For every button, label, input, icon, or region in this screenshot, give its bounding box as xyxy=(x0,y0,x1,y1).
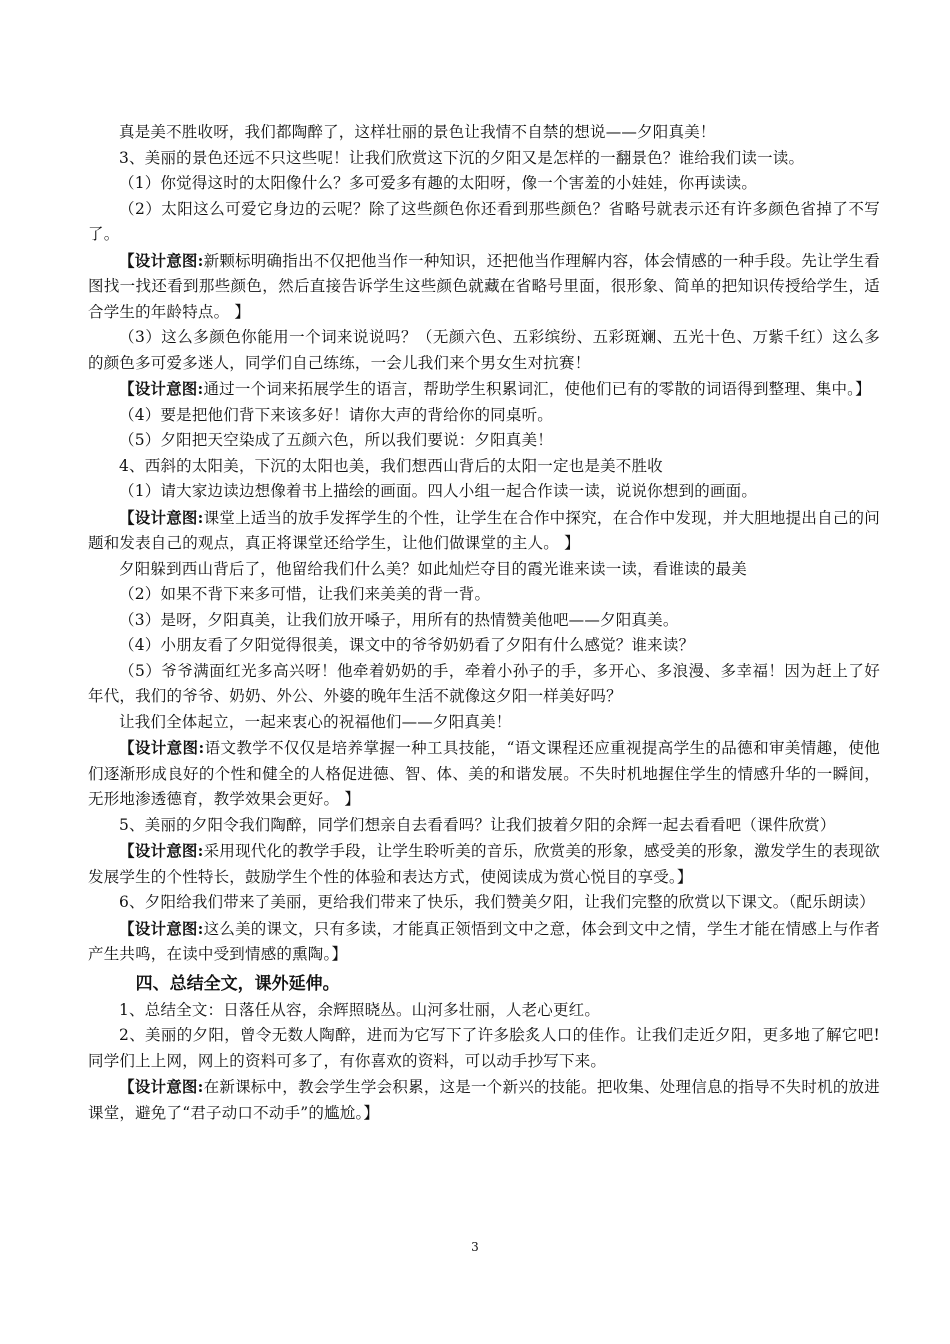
design-intent-text: 在新课标中，教会学生学会积累，这是一个新兴的技能。把收集、处理信息的指导不失时机的放进课堂，避免了“君子动口不动手”的尴尬。】 xyxy=(88,1078,880,1122)
body-paragraph: （5）夕阳把天空染成了五颜六色，所以我们要说：夕阳真美！ xyxy=(119,431,553,449)
design-intent-paragraph xyxy=(88,376,880,403)
body-paragraph: （2）如果不背下来多可惜，让我们来美美的背一背。 xyxy=(119,585,491,603)
design-intent-label: 【设计意图: xyxy=(119,379,204,398)
body-paragraph: （3）这么多颜色你能用一个词来说说吗？（无颜六色、五彩缤纷、五彩斑斓、五光十色、万紫千红）这么多的颜色多可爱多迷人，同学们自己练练，一会儿我们来个男女生对抗赛！ xyxy=(88,328,880,372)
body-paragraph: 6、夕阳给我们带来了美丽，更给我们带来了快乐，我们赞美夕阳，让我们完整的欣赏以下课文。（配乐朗读） xyxy=(119,893,875,911)
document-body xyxy=(88,120,880,1126)
design-intent-text: 语文教学不仅仅是培养掌握一种工具技能，“语文课程还应重视提高学生的品德和审美情趣，使他们逐渐形成良好的个性和健全的人格促进德、智、体、美的和谐发展。不失时机地握住学生的情感升华的一瞬间，无形地渗透德育，教学效果会更好。 】 xyxy=(88,739,880,808)
body-paragraph: 夕阳躲到西山背后了，他留给我们什么美？如此灿烂夺目的霞光谁来读一读，看谁读的最美 xyxy=(119,559,748,578)
design-intent-label: 【设计意图: xyxy=(119,918,204,938)
design-intent-paragraph xyxy=(88,1074,880,1126)
body-paragraph: 1、总结全文：日落任从容，余辉照晓丛。山河多壮丽，人老心更红。 xyxy=(119,1000,601,1019)
design-intent-paragraph xyxy=(88,735,880,813)
design-intent-text: 这么美的课文，只有多读，才能真正领悟到文中之意，体会到文中之情，学生才能在情感上与作者产生共鸣，在读中受到情感的熏陶。】 xyxy=(88,919,880,963)
design-intent-text: 新颗标明确指出不仅把他当作一种知识，还把他当作理解内容，体会情感的一种手段。先让学生看图找一找还看到那些颜色，然后直接告诉学生这些颜色就藏在省略号里面，很形象、简单的把知识传授给学生，适合学生的年龄特点。 】 xyxy=(88,251,880,321)
design-intent-text: 课堂上适当的放手发挥学生的个性，让学生在合作中探究，在合作中发现，并大胆地提出自己的问题和发表自己的观点，真正将课堂还给学生，让他们做课堂的主人。 】 xyxy=(88,508,880,552)
body-paragraph: 5、美丽的夕阳令我们陶醉，同学们想亲自去看看吗？让我们披着夕阳的余辉一起去看看吧（课件欣赏） xyxy=(119,815,836,834)
body-paragraph: 真是美不胜收呀，我们都陶醉了，这样壮丽的景色让我情不自禁的想说——夕阳真美！ xyxy=(119,123,716,141)
body-paragraph: （4）要是把他们背下来该多好！请你大声的背给你的同桌听。 xyxy=(119,405,553,424)
design-intent-label: 【设计意图: xyxy=(119,507,204,527)
body-paragraph: （5）爷爷满面红光多高兴呀！他牵着奶奶的手，牵着小孙子的手，多开心、多浪漫、多幸福！因为赶上了好年代，我们的爷爷、奶奶、外公、外婆的晚年生活不就像这夕阳一样美好吗？ xyxy=(88,661,880,705)
design-intent-text: 通过一个词来拓展学生的语言，帮助学生积累词汇，使他们已有的零散的词语得到整理、集中。】 xyxy=(203,380,871,398)
body-paragraph: （4）小朋友看了夕阳觉得很美，课文中的爷爷奶奶看了夕阳有什么感觉？谁来读？ xyxy=(119,636,695,654)
design-intent-label: 【设计意图: xyxy=(119,250,204,270)
design-intent-paragraph xyxy=(88,505,880,557)
design-intent-label: 【设计意图: xyxy=(119,841,204,860)
design-intent-label: 【设计意图: xyxy=(119,1077,204,1096)
body-paragraph: 3、美丽的景色还远不只这些呢！让我们欣赏这下沉的夕阳又是怎样的一翻景色？谁给我们读一读。 xyxy=(119,148,805,167)
design-intent-paragraph xyxy=(88,838,880,890)
design-intent-label: 【设计意图: xyxy=(119,738,205,757)
design-intent-paragraph xyxy=(88,248,880,326)
body-paragraph: （1）你觉得这时的太阳像什么？多可爱多有趣的太阳呀，像一个害羞的小娃娃，你再读读。 xyxy=(119,174,758,192)
body-paragraph: （2）太阳这么可爱它身边的云呢？除了这些颜色你还看到那些颜色？省略号就表示还有许多颜色省掉了不写了。 xyxy=(88,199,880,243)
page-number: 3 xyxy=(471,1240,479,1254)
body-paragraph: （3）是呀，夕阳真美，让我们放开嗓子，用所有的热情赞美他吧——夕阳真美。 xyxy=(119,610,679,629)
body-paragraph: （1）请大家边读边想像着书上描绘的画面。四人小组一起合作读一读，说说你想到的画面。 xyxy=(119,482,758,500)
body-paragraph: 让我们全体起立，一起来衷心的祝福他们——夕阳真美！ xyxy=(119,712,512,731)
design-intent-paragraph xyxy=(88,916,880,968)
section-heading: 四、总结全文，课外延伸。 xyxy=(135,973,340,994)
body-paragraph: 4、西斜的太阳美，下沉的太阳也美，我们想西山背后的太阳一定也是美不胜收 xyxy=(119,456,663,475)
design-intent-text: 采用现代化的教学手段，让学生聆听美的音乐，欣赏美的形象，感受美的形象，激发学生的表现欲发展学生的个性特长，鼓励学生个性的体验和表达方式，使阅读成为赏心悦目的享受。】 xyxy=(88,842,880,886)
body-paragraph: 2、美丽的夕阳，曾令无数人陶醉，进而为它写下了许多脍炙人口的佳作。让我们走近夕阳，更多地了解它吧!同学们上上网，网上的资料可多了，有你喜欢的资料，可以动手抄写下来。 xyxy=(88,1026,880,1070)
